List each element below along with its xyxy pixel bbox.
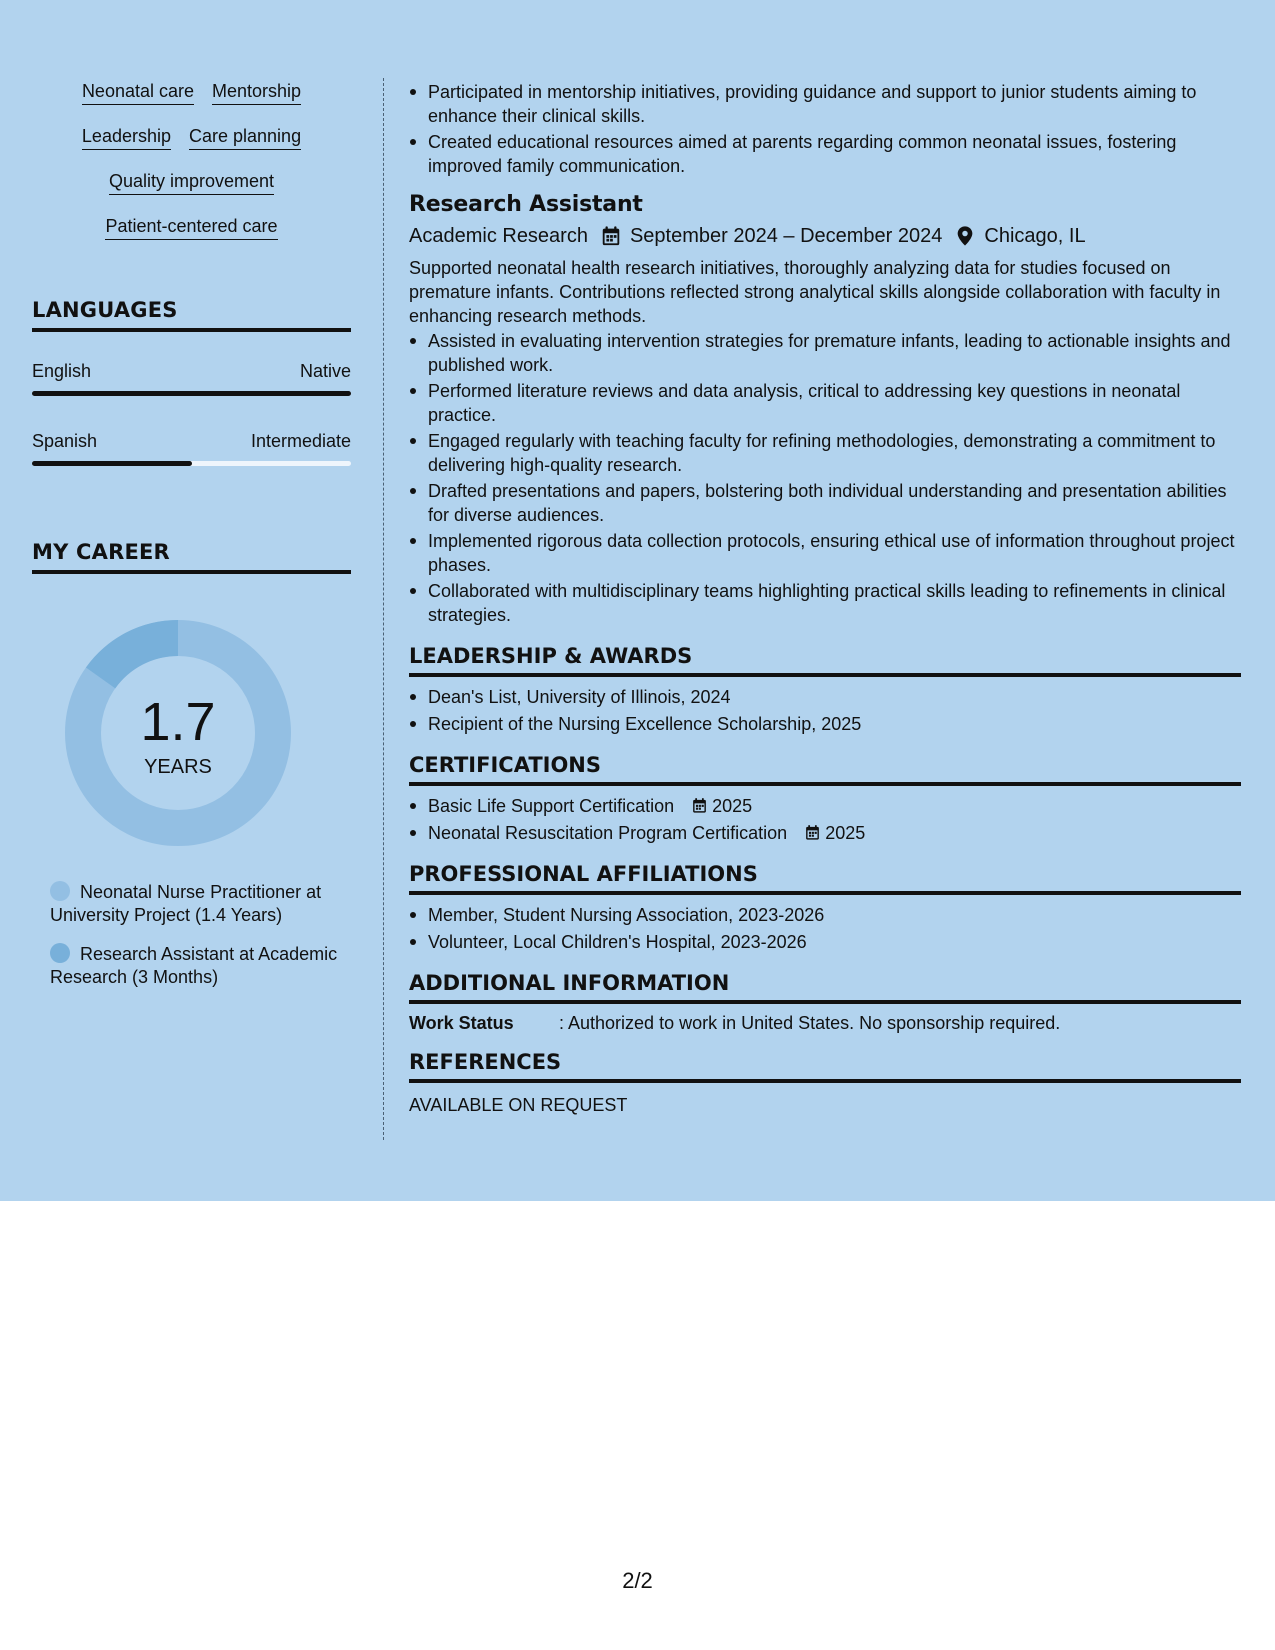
legend-dot	[50, 881, 70, 901]
list-item: Recipient of the Nursing Excellence Scholarship, 2025	[409, 712, 1241, 736]
skill-tag: Care planning	[189, 125, 301, 150]
list-item: Engaged regularly with teaching faculty for refining methodologies, demonstrating a commitment to delivering high-quality research.	[409, 429, 1241, 477]
skill-tag: Leadership	[82, 125, 171, 150]
skills-row	[32, 80, 351, 125]
list-item: Created educational resources aimed at parents regarding common neonatal issues, fostering improved family communication.	[409, 130, 1241, 178]
leadership-section	[409, 643, 1241, 736]
section-rule	[409, 782, 1241, 786]
affiliations-list	[409, 903, 1241, 954]
language-english	[32, 360, 351, 396]
job-meta	[409, 223, 1241, 249]
references-title: REFERENCES	[409, 1050, 562, 1074]
section-rule	[409, 1079, 1241, 1083]
page-number: 2/2	[622, 1568, 653, 1593]
job-location: Chicago, IL	[984, 225, 1086, 247]
skill-tag: Quality improvement	[109, 170, 274, 195]
certifications-section	[409, 752, 1241, 845]
affiliations-title: PROFESSIONAL AFFILIATIONS	[409, 862, 758, 886]
leadership-title: LEADERSHIP & AWARDS	[409, 644, 693, 668]
list-item: Implemented rigorous data collection protocols, ensuring ethical use of information throughout project phases.	[409, 529, 1241, 577]
job-title: Research Assistant	[409, 192, 643, 217]
career-legend-item	[50, 943, 350, 989]
job-summary: Supported neonatal health research initiatives, thoroughly analyzing data for studies focused on premature infants. Contributions reflected strong analytical skills alongside collaboration with faculty in enhancing research methods.	[409, 258, 1221, 326]
list-item: Member, Student Nursing Association, 2023-2026	[409, 903, 1241, 927]
previous-job-bullets	[409, 80, 1241, 178]
language-level: Native	[299, 361, 351, 381]
section-rule	[32, 328, 351, 332]
list-item	[409, 794, 1241, 818]
career-title: MY CAREER	[32, 540, 170, 564]
legend-label: Neonatal Nurse Practitioner at University Project (1.4 Years)	[50, 882, 322, 925]
language-name: English	[32, 361, 92, 381]
leadership-list	[409, 685, 1241, 736]
career-total-years: 1.7	[140, 692, 216, 752]
work-status-label: Work Status	[409, 1013, 514, 1033]
career-legend-item	[50, 881, 350, 927]
references-text: AVAILABLE ON REQUEST	[409, 1095, 628, 1115]
skills-list	[32, 80, 351, 260]
affiliations-section	[409, 861, 1241, 954]
work-status-value: : Authorized to work in United States. No sponsorship required.	[559, 1013, 1061, 1033]
language-level: Intermediate	[250, 431, 351, 451]
legend-label: Research Assistant at Academic Research (3 Months)	[50, 944, 338, 987]
list-item: Drafted presentations and papers, bolstering both individual understanding and presentation abilities for diverse audiences.	[409, 479, 1241, 527]
section-rule	[32, 570, 351, 574]
language-name: Spanish	[32, 431, 98, 451]
list-item: Participated in mentorship initiatives, providing guidance and support to junior students aiming to enhance their clinical skills.	[409, 80, 1241, 128]
career-donut-chart	[65, 620, 291, 846]
certification-year: 2025	[712, 796, 753, 816]
skill-tag: Mentorship	[212, 80, 301, 105]
certification-name: Basic Life Support Certification	[428, 796, 675, 816]
certifications-list	[409, 794, 1241, 845]
language-proficiency-bar	[32, 461, 351, 466]
calendar-icon	[600, 225, 622, 247]
work-status	[409, 1011, 1241, 1035]
skills-row	[32, 215, 351, 260]
legend-dot	[50, 943, 70, 963]
list-item: Collaborated with multidisciplinary teams highlighting practical skills leading to refinements in clinical strategies.	[409, 579, 1241, 627]
list-item: Performed literature reviews and data analysis, critical to addressing key questions in neonatal practice.	[409, 379, 1241, 427]
calendar-icon	[804, 824, 821, 841]
certification-name: Neonatal Resuscitation Program Certification	[428, 823, 788, 843]
references-section	[409, 1049, 1241, 1117]
section-rule	[409, 1000, 1241, 1004]
job-dates: September 2024 – December 2024	[629, 225, 943, 247]
skills-row	[32, 170, 351, 215]
job-bullets	[409, 329, 1241, 627]
additional-info-title: ADDITIONAL INFORMATION	[409, 971, 730, 995]
languages-section	[32, 298, 351, 332]
right-column	[409, 80, 1241, 1117]
career-section	[32, 540, 351, 574]
career-total-unit: YEARS	[144, 756, 212, 778]
skills-row	[32, 125, 351, 170]
left-column	[32, 80, 351, 987]
skill-tag: Neonatal care	[82, 80, 194, 105]
language-proficiency-fill	[32, 391, 351, 396]
additional-info-section	[409, 970, 1241, 1035]
certification-year: 2025	[825, 823, 866, 843]
section-rule	[409, 673, 1241, 677]
column-divider	[383, 78, 384, 1140]
section-rule	[409, 891, 1241, 895]
list-item: Volunteer, Local Children's Hospital, 2023-2026	[409, 930, 1241, 954]
list-item: Dean's List, University of Illinois, 2024	[409, 685, 1241, 709]
language-proficiency-bar	[32, 391, 351, 396]
job-company: Academic Research	[409, 225, 588, 247]
location-pin-icon	[954, 225, 976, 247]
language-proficiency-fill	[32, 461, 192, 466]
list-item: Assisted in evaluating intervention strategies for premature infants, leading to actionable insights and published work.	[409, 329, 1241, 377]
language-spanish	[32, 430, 351, 466]
list-item	[409, 821, 1241, 845]
calendar-icon	[691, 797, 708, 814]
languages-title: LANGUAGES	[32, 298, 178, 322]
certifications-title: CERTIFICATIONS	[409, 753, 602, 777]
skill-tag: Patient-centered care	[105, 215, 277, 240]
